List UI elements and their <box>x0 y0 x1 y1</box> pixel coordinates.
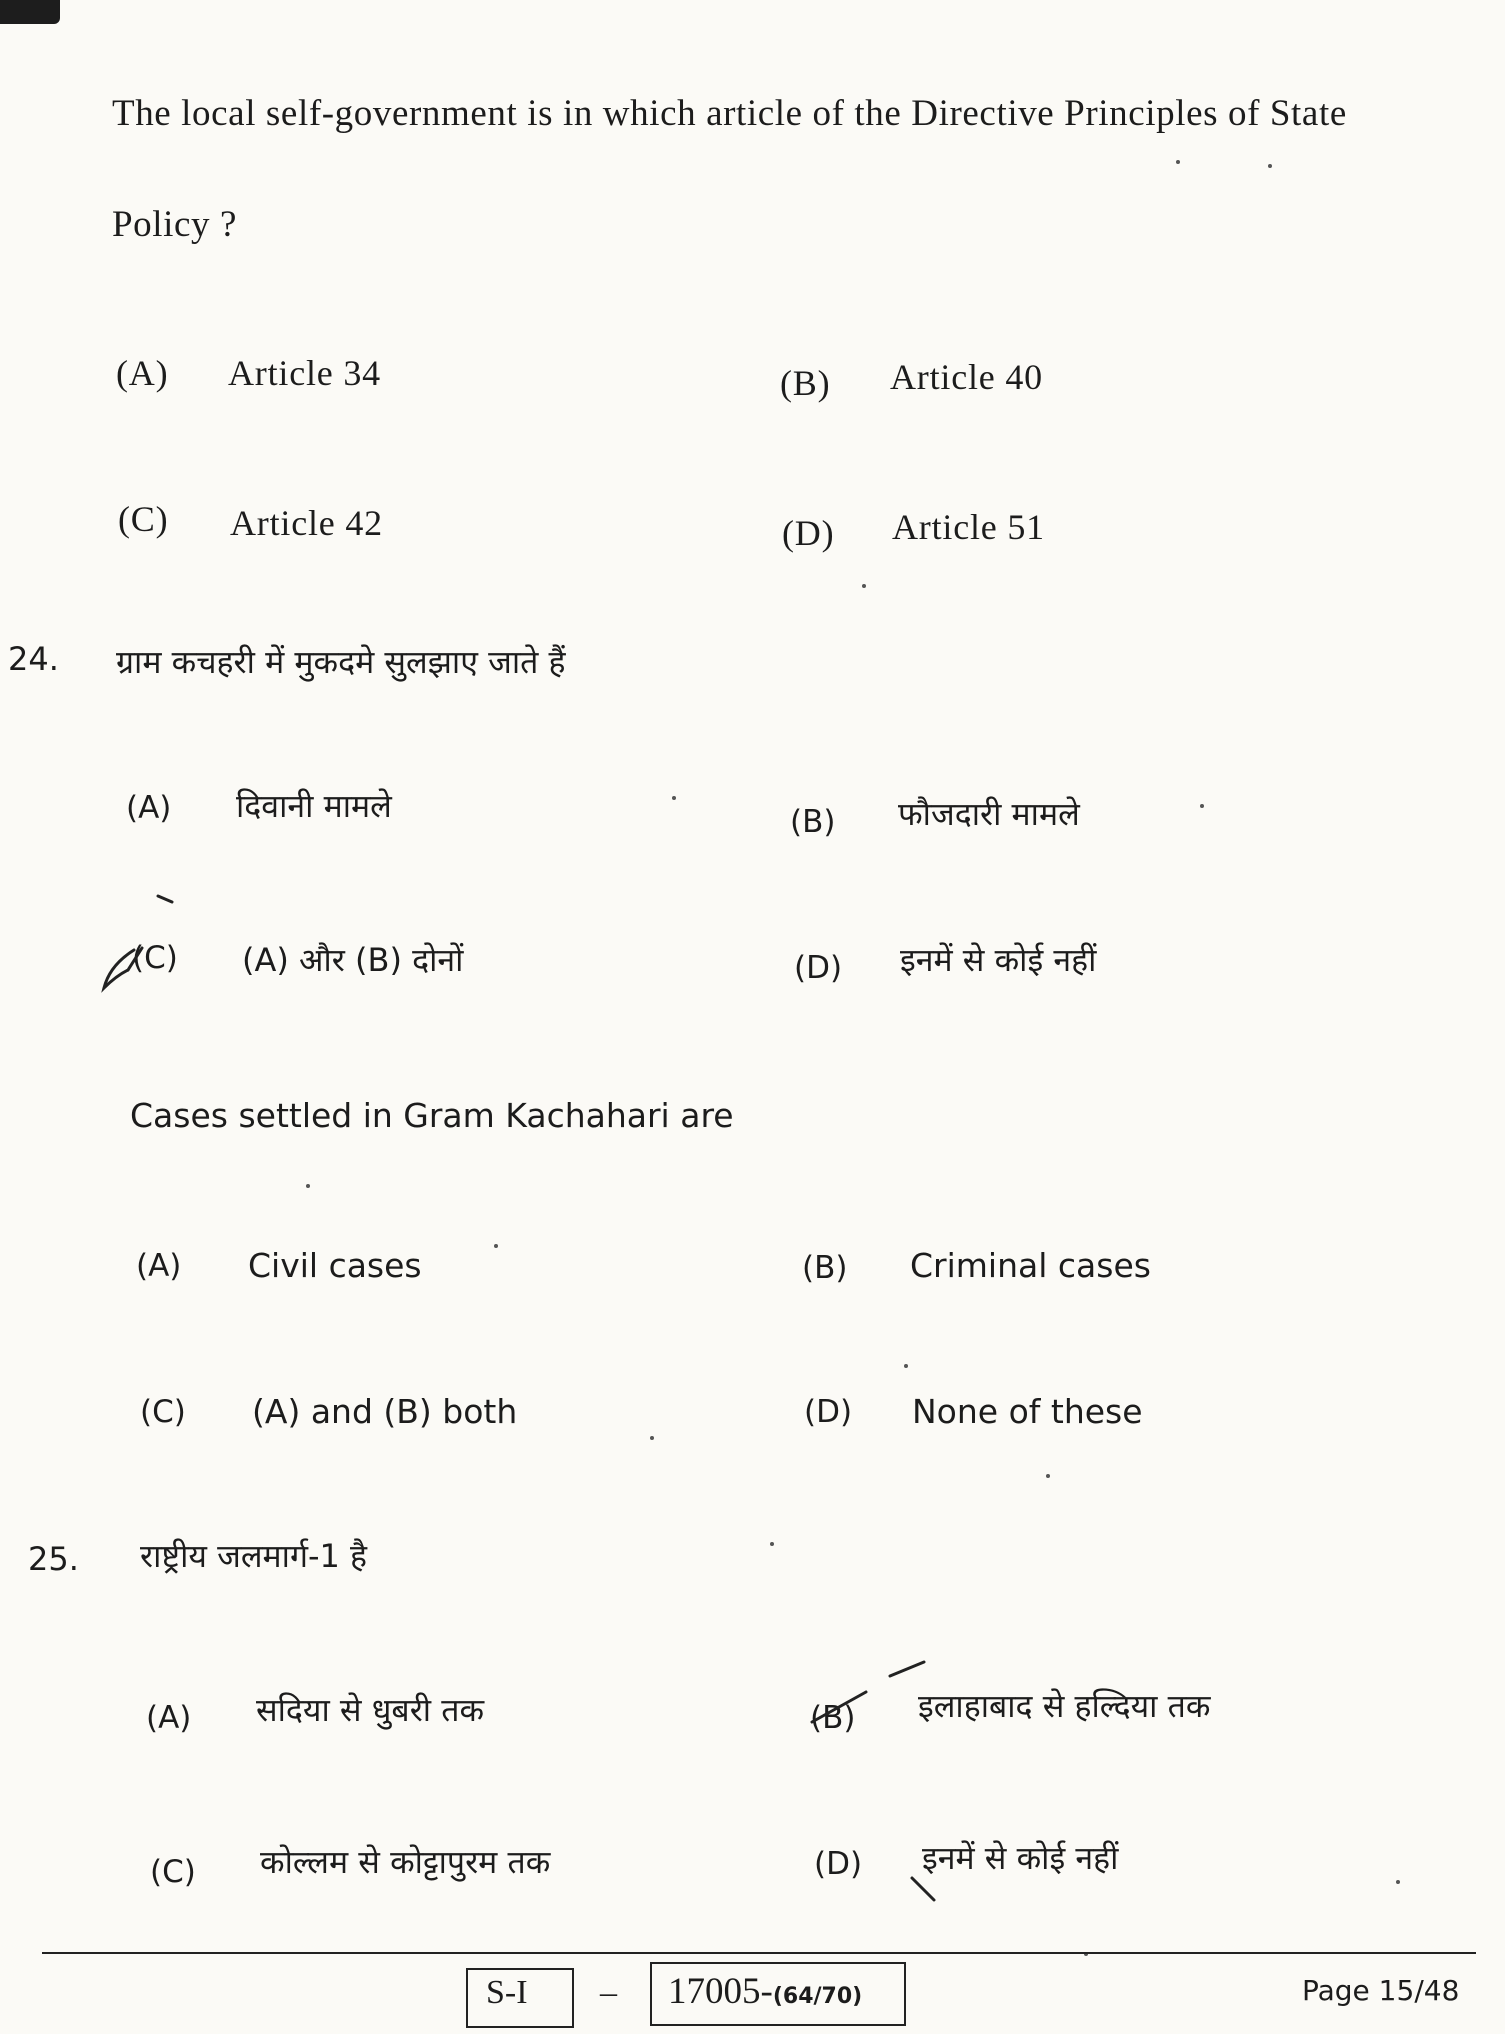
scan-speck <box>650 1436 654 1440</box>
q25-option-c-text: कोल्लम से कोट्टापुरम तक <box>260 1843 551 1881</box>
q24-english-option-a-text: Civil cases <box>248 1246 422 1285</box>
footer-rule <box>42 1952 1476 1954</box>
pen-checkmark-icon <box>98 890 188 1000</box>
scan-speck <box>494 1244 498 1248</box>
q24-hindi-option-c-text: (A) और (B) दोनों <box>242 941 464 979</box>
q24-hindi-option-a-label: (A) <box>126 790 172 826</box>
scan-speck <box>1176 160 1180 164</box>
q23-option-a-text: Article 34 <box>228 353 381 393</box>
scan-speck <box>1046 1474 1050 1478</box>
q24-hindi-option-b-text: फौजदारी मामले <box>898 795 1080 833</box>
page-corner-tab <box>0 0 60 24</box>
scan-speck <box>306 1184 310 1188</box>
page-number: Page 15/48 <box>1302 1974 1460 2007</box>
question-24-hindi-text: ग्राम कचहरी में मुकदमे सुलझाए जाते हैं <box>116 643 566 681</box>
q24-hindi-option-d-text: इनमें से कोई नहीं <box>900 941 1097 979</box>
scan-speck <box>904 1364 908 1368</box>
question-23-text-line1: The local self-government is in which article of the Directive Principles of State <box>112 93 1347 134</box>
question-25-hindi-text: राष्ट्रीय जलमार्ग-1 है <box>140 1537 368 1575</box>
pen-tick-icon <box>906 1870 946 1910</box>
q24-hindi-option-b-label: (B) <box>790 804 836 840</box>
q25-option-a-label: (A) <box>146 1700 192 1736</box>
pen-strike-icon <box>800 1656 940 1736</box>
question-24-english-text: Cases settled in Gram Kachahari are <box>130 1096 734 1135</box>
q23-option-a-label: (A) <box>116 353 169 393</box>
q25-option-c-label: (C) <box>150 1854 196 1890</box>
q23-option-d-label: (D) <box>782 513 835 553</box>
q23-option-c-text: Article 42 <box>230 503 383 543</box>
q25-option-b-text: इलाहाबाद से हल्दिया तक <box>918 1687 1211 1725</box>
q25-option-a-text: सदिया से धुबरी तक <box>256 1691 485 1729</box>
q23-option-b-text: Article 40 <box>890 357 1043 397</box>
scan-speck <box>1200 804 1204 808</box>
q25-option-d-text: इनमें से कोई नहीं <box>922 1839 1119 1877</box>
question-23-text-line2: Policy ? <box>112 204 238 245</box>
q23-option-b-label: (B) <box>780 363 831 403</box>
q24-english-option-d-text: None of these <box>912 1392 1143 1431</box>
q23-option-c-label: (C) <box>118 499 169 539</box>
question-24-number: 24. <box>8 640 59 678</box>
paper-code-main: 17005- <box>668 1971 773 2012</box>
scan-speck <box>770 1542 774 1546</box>
q24-english-option-c-text: (A) and (B) both <box>252 1392 518 1431</box>
q24-hindi-option-c-label: (C) <box>132 940 178 976</box>
scan-speck <box>1268 164 1272 168</box>
scan-speck <box>862 584 866 588</box>
paper-code-suffix: (64/70) <box>772 1984 863 2009</box>
series-code: S-I <box>486 1974 528 2011</box>
question-25-number: 25. <box>28 1540 79 1578</box>
q24-english-option-d-label: (D) <box>804 1394 853 1430</box>
scan-speck <box>672 796 676 800</box>
q24-english-option-b-text: Criminal cases <box>910 1246 1151 1285</box>
q24-hindi-option-a-text: दिवानी मामले <box>236 787 392 825</box>
paper-code <box>668 1970 862 2013</box>
q24-english-option-a-label: (A) <box>136 1248 182 1284</box>
q23-option-d-text: Article 51 <box>892 507 1045 547</box>
footer-dash: – <box>600 1974 617 2011</box>
q24-hindi-option-d-label: (D) <box>794 950 843 986</box>
q24-english-option-b-label: (B) <box>802 1250 848 1286</box>
q25-option-d-label: (D) <box>814 1846 863 1882</box>
q25-option-b-label: (B) <box>810 1700 856 1736</box>
scan-speck <box>1396 1880 1400 1884</box>
q24-english-option-c-label: (C) <box>140 1394 186 1430</box>
